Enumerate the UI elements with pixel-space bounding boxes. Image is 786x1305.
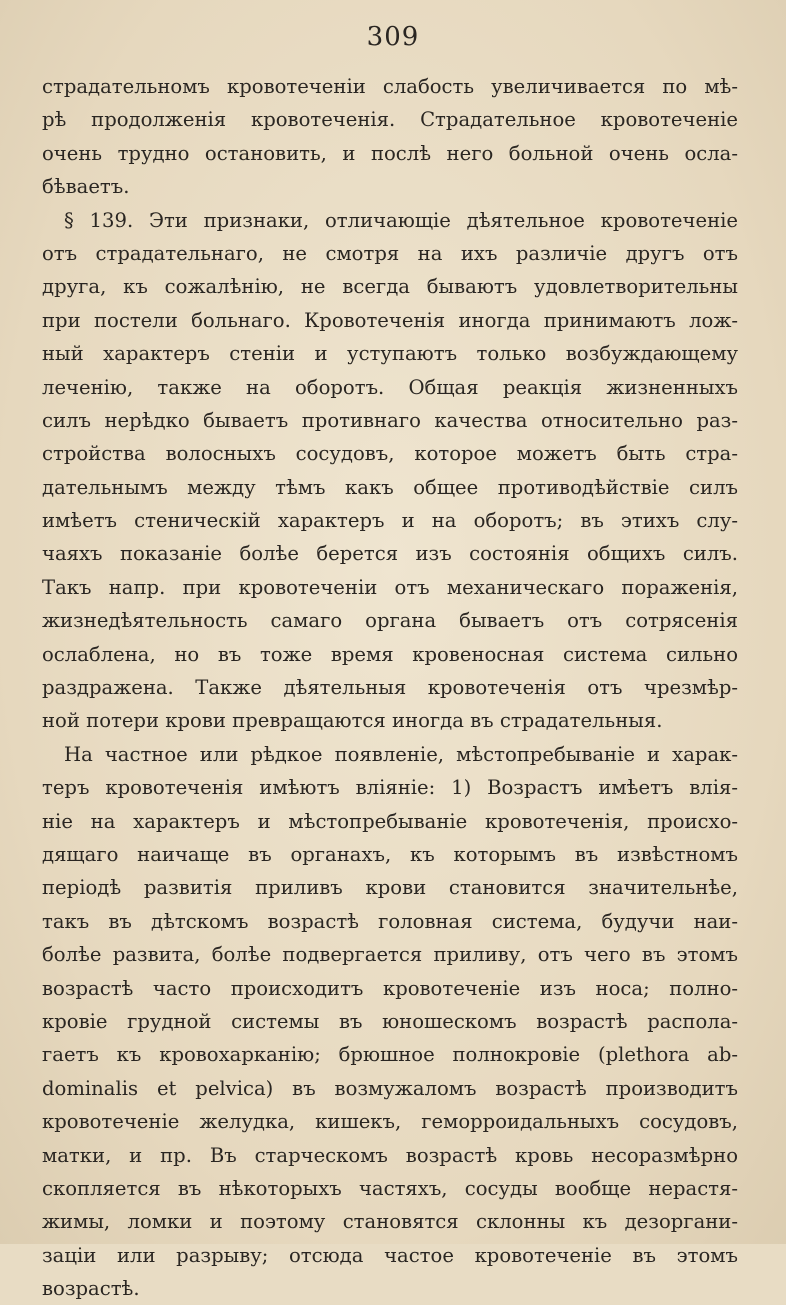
text-line: dominalis et pelvica) въ возмужаломъ возрастѣ производитъ [42,1076,738,1100]
text-line: очень трудно остановить, и послѣ него больной очень осла- [42,141,738,165]
text-line: На частное или рѣдкое появленіе, мѣстопребываніе и харак- [64,742,738,766]
text-line: ный характеръ стеніи и уступаютъ только возбуждающему [42,342,738,366]
text-line: заціи или разрыву; отсюда частое кровотеченіе въ этомъ [42,1243,738,1267]
text-line: кровіе грудной системы въ юношескомъ возрастѣ распола- [42,1009,738,1033]
text-line: бѣваетъ. [42,175,130,199]
text-line: жизнедѣятельность самаго органа бываетъ отъ сотрясенія [42,609,738,633]
text-line: Такъ напр. при кровотеченіи отъ механическаго пораженія, [42,575,738,599]
text-line: § 139. Эти признаки, отличающіе дѣятельное кровотеченіе [64,208,738,232]
text-line: болѣе развита, болѣе подвергается приливу, отъ чего въ этомъ [42,943,738,967]
text-line: гаетъ къ кровохарканію; брюшное полнокровіе (plethora ab- [42,1043,738,1067]
text-line: ной потери крови превращаются иногда въ страдательныя. [42,709,663,733]
text-line: чаяхъ показаніе болѣе берется изъ состоянія общихъ силъ. [42,542,738,566]
text-line: скопляется въ нѣкоторыхъ частяхъ, сосуды вообще нерастя- [42,1176,738,1200]
text-line: возрастѣ. [42,1277,140,1301]
text-line: жимы, ломки и поэтому становятся склонны къ дезоргани- [42,1210,738,1234]
text-line: ослаблена, но въ тоже время кровеносная система сильно [42,642,738,666]
text-line: леченію, также на оборотъ. Общая реакція жизненныхъ [42,375,738,399]
text-line: страдательномъ кровотеченіи слабость увеличивается по мѣ- [42,75,738,98]
text-line: теръ кровотеченія имѣютъ вліяніе: 1) Возрастъ имѣетъ влія- [42,776,738,800]
text-line: дательнымъ между тѣмъ какъ общее противодѣйствіе силъ [42,475,738,499]
text-line: силъ нерѣдко бываетъ противнаго качества относительно раз- [42,408,738,432]
text-line: имѣетъ стеническій характеръ и на оборотъ; въ этихъ слу- [42,509,738,533]
text-line: рѣ продолженія кровотеченія. Страдательное кровотеченіе [42,108,738,132]
text-line: матки, и пр. Въ старческомъ возрастѣ кровь несоразмѣрно [42,1143,738,1167]
text-line: ніе на характеръ и мѣстопребываніе кровотеченія, происхо- [42,809,738,833]
text-line: стройства волосныхъ сосудовъ, которое можетъ быть стра- [42,442,738,466]
text-line: отъ страдательнаго, не смотря на ихъ различіе другъ отъ [42,241,738,265]
text-line: при постели больнаго. Кровотеченія иногда принимаютъ лож- [42,308,738,332]
text-line: дящаго наичаще въ органахъ, къ которымъ въ извѣстномъ [42,842,738,866]
page-number: 309 [366,22,420,52]
text-line: періодѣ развитія приливъ крови становится значительнѣе, [42,876,738,900]
text-line: такъ въ дѣтскомъ возрастѣ головная система, будучи наи- [42,909,738,933]
text-line: раздражена. Также дѣятельныя кровотеченія отъ чрезмѣр- [42,676,738,700]
text-line: возрастѣ часто происходитъ кровотеченіе изъ носа; полно- [42,976,738,1000]
text-line: кровотеченіе желудка, кишекъ, геморроидальныхъ сосудовъ, [42,1110,738,1134]
text-line: друга, къ сожалѣнію, не всегда бываютъ удовлетворительны [42,275,738,299]
body-text [42,70,738,1305]
